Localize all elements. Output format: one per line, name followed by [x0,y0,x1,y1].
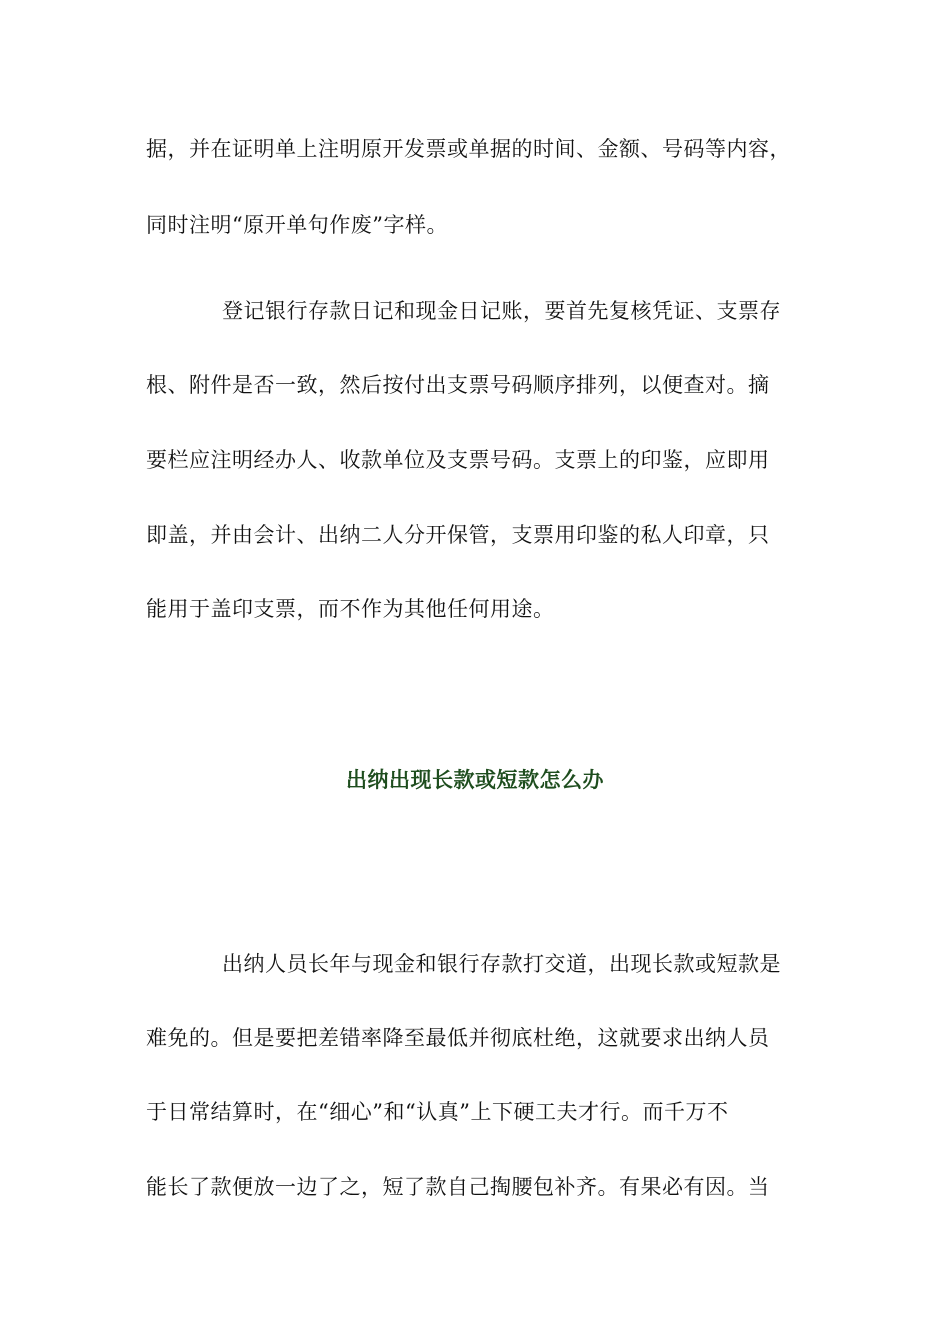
paragraph-1-line-1: 据，并在证明单上注明原开发票或单据的时间、金额、号码等内容， [146,137,791,161]
paragraph-1-line-2: 同时注明“原开单句作废”字样。 [146,213,448,237]
paragraph-2-line-1: 登记银行存款日记和现金日记账，要首先复核凭证、支票存 [222,299,781,323]
paragraph-3-line-2: 难免的。但是要把差错率降至最低并彻底杜绝，这就要求出纳人员 [146,1026,770,1050]
paragraph-2-line-4: 即盖，并由会计、出纳二人分开保管，支票用印鉴的私人印章，只 [146,523,770,547]
paragraph-2-line-3: 要栏应注明经办人、收款单位及支票号码。支票上的印鉴，应即用 [146,448,770,472]
paragraph-3-line-1: 出纳人员长年与现金和银行存款打交道，出现长款或短款是 [222,952,781,976]
paragraph-2-line-5: 能用于盖印支票，而不作为其他任何用途。 [146,597,555,621]
paragraph-2-line-2: 根、附件是否一致，然后按付出支票号码顺序排列，以便查对。摘 [146,373,770,397]
section-heading: 出纳出现长款或短款怎么办 [346,767,604,792]
paragraph-3-line-4: 能长了款便放一边了之，短了款自己掏腰包补齐。有果必有因。当 [146,1175,770,1199]
paragraph-3-line-3: 于日常结算时，在“细心”和“认真”上下硬工夫才行。而千万不 [146,1100,729,1124]
